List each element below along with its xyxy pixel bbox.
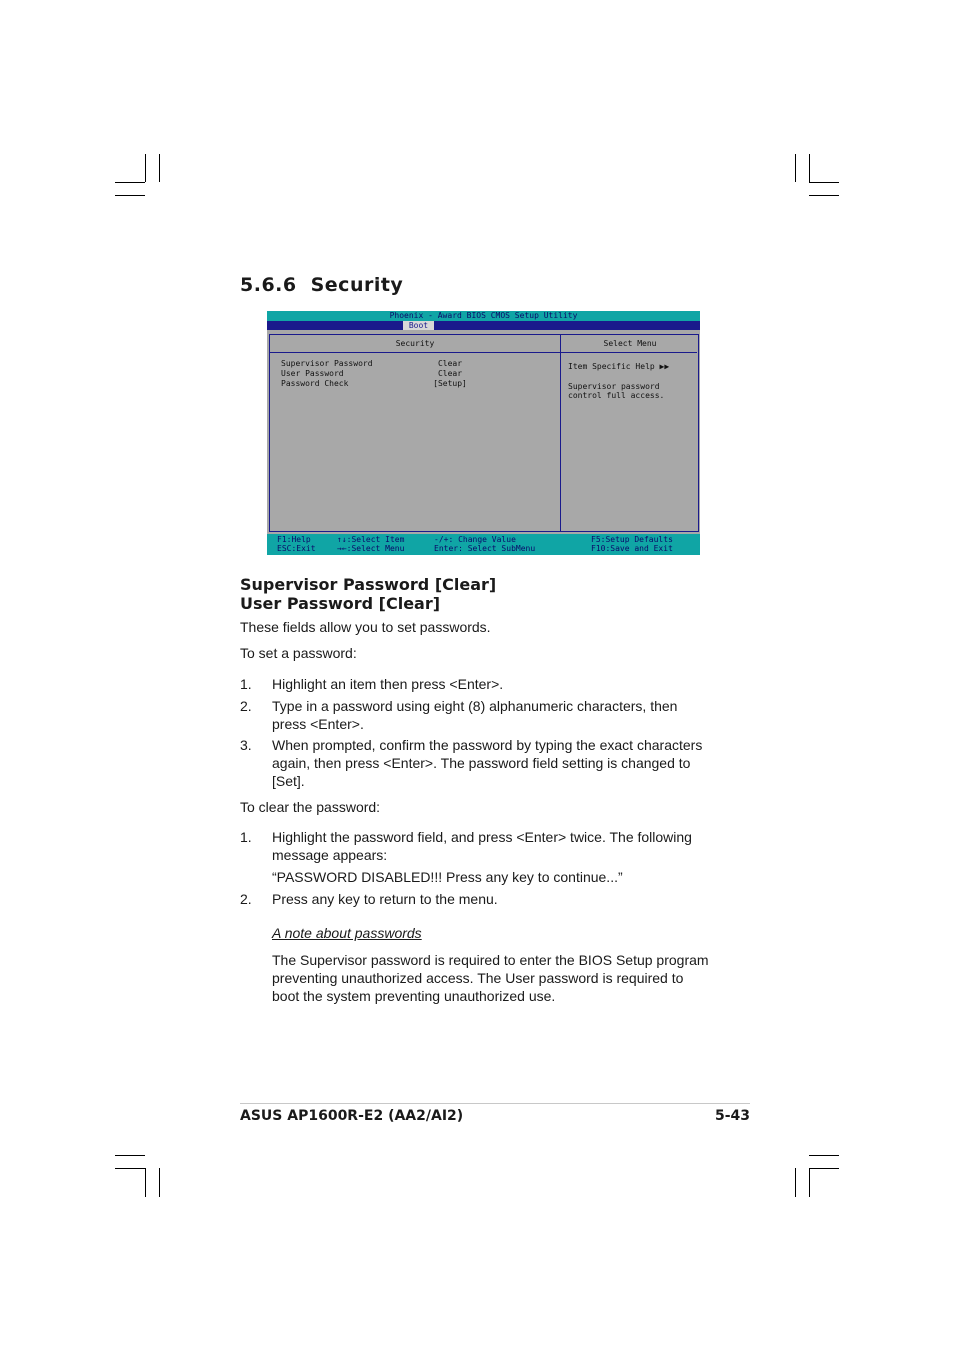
crop-mark [115, 195, 145, 196]
footer-divider [240, 1103, 750, 1104]
list-item-line: When prompted, confirm the password by typing the exact characters [272, 737, 703, 753]
bios-title-bar: Phoenix - Award BIOS CMOS Setup Utility [267, 311, 700, 321]
crop-mark [795, 154, 796, 182]
list-item-line: [Set]. [272, 773, 305, 789]
note-line: boot the system preventing unauthorized use. [272, 988, 556, 1004]
crop-mark [115, 182, 145, 183]
bios-item-value: [Setup] [433, 379, 467, 388]
bios-item-label: User Password [281, 369, 344, 378]
clear-password-title: To clear the password: [240, 799, 381, 815]
crop-mark [809, 182, 839, 183]
note-line: preventing unauthorized access. The User password is required to [272, 970, 684, 986]
crop-mark [809, 1168, 839, 1169]
list-item-line: Highlight an item then press <Enter>. [272, 676, 504, 692]
bios-key-select-item: ↑↓:Select Item [337, 535, 405, 544]
footer-product-name: ASUS AP1600R-E2 (AA2/AI2) [240, 1108, 464, 1124]
footer-page-number: 5-43 [714, 1108, 750, 1124]
crop-mark [145, 1168, 146, 1197]
bios-key-f5: F5:Setup Defaults [591, 535, 673, 544]
crop-mark [795, 1168, 796, 1197]
set-password-title: To set a password: [240, 645, 357, 661]
bios-item-label: Supervisor Password [281, 359, 373, 368]
list-item-line: message appears: [272, 847, 388, 863]
list-item [272, 736, 722, 790]
crop-mark [115, 1168, 145, 1169]
list-item [272, 675, 722, 693]
list-number: 2. [240, 698, 252, 714]
bios-divider [560, 334, 561, 531]
list-item-line: Type in a password using eight (8) alphanumeric characters, then [272, 698, 678, 714]
list-item-line: Highlight the password field, and press <Enter> twice. The following [272, 829, 692, 845]
list-item [272, 828, 722, 886]
bios-left-header: Security [395, 339, 435, 348]
bios-key-change-value: -/+: Change Value [434, 535, 516, 544]
list-number: 1. [240, 829, 252, 845]
list-item-line: Press any key to return to the menu. [272, 891, 498, 907]
bios-help-line: control full access. [568, 391, 665, 400]
list-number: 1. [240, 676, 252, 692]
bios-header-line [270, 352, 697, 353]
bios-key-f1: F1:Help [277, 535, 311, 544]
crop-mark [809, 154, 810, 182]
crop-mark [809, 1155, 839, 1156]
bios-item-value: Clear [437, 359, 463, 368]
subheading-supervisor-password: Supervisor Password [Clear] [240, 575, 497, 594]
bios-tab-boot[interactable]: Boot [403, 321, 434, 330]
crop-mark [145, 154, 146, 182]
crop-mark [159, 1168, 160, 1197]
bios-key-esc: ESC:Exit [277, 544, 316, 553]
list-number: 3. [240, 737, 252, 753]
bios-help-line: Supervisor password [568, 382, 660, 391]
subheading-user-password: User Password [Clear] [240, 594, 441, 613]
crop-mark [809, 195, 839, 196]
bios-key-f10: F10:Save and Exit [591, 544, 673, 553]
crop-mark [809, 1168, 810, 1197]
section-title [240, 274, 403, 296]
list-item-line: again, then press <Enter>. The password field setting is changed to [272, 755, 691, 771]
list-number: 2. [240, 891, 252, 907]
crop-mark [115, 1155, 145, 1156]
intro-text: These fields allow you to set passwords. [240, 619, 491, 635]
bios-item-label: Password Check [281, 379, 349, 388]
bios-key-enter: Enter: Select SubMenu [434, 544, 536, 553]
note-title: A note about passwords [272, 925, 422, 941]
note-line: The Supervisor password is required to enter the BIOS Setup program [272, 952, 709, 968]
bios-menu-bar [267, 321, 700, 330]
note-body [272, 951, 722, 1005]
bios-right-header: Select Menu [603, 339, 657, 348]
bios-key-select-menu: →←:Select Menu [337, 544, 405, 553]
list-item-line: press <Enter>. [272, 716, 364, 732]
section-number: 5.6.6 [240, 274, 297, 296]
message-text: “PASSWORD DISABLED!!! Press any key to continue...” [272, 869, 623, 885]
bios-help-title: Item Specific Help ▶▶ [568, 362, 670, 371]
bios-screenshot [267, 311, 700, 555]
bios-footer [267, 534, 700, 555]
list-item [272, 697, 722, 733]
section-title-text: Security [310, 274, 404, 296]
bios-item-value: Clear [437, 369, 463, 378]
crop-mark [159, 154, 160, 182]
list-item [272, 890, 722, 908]
